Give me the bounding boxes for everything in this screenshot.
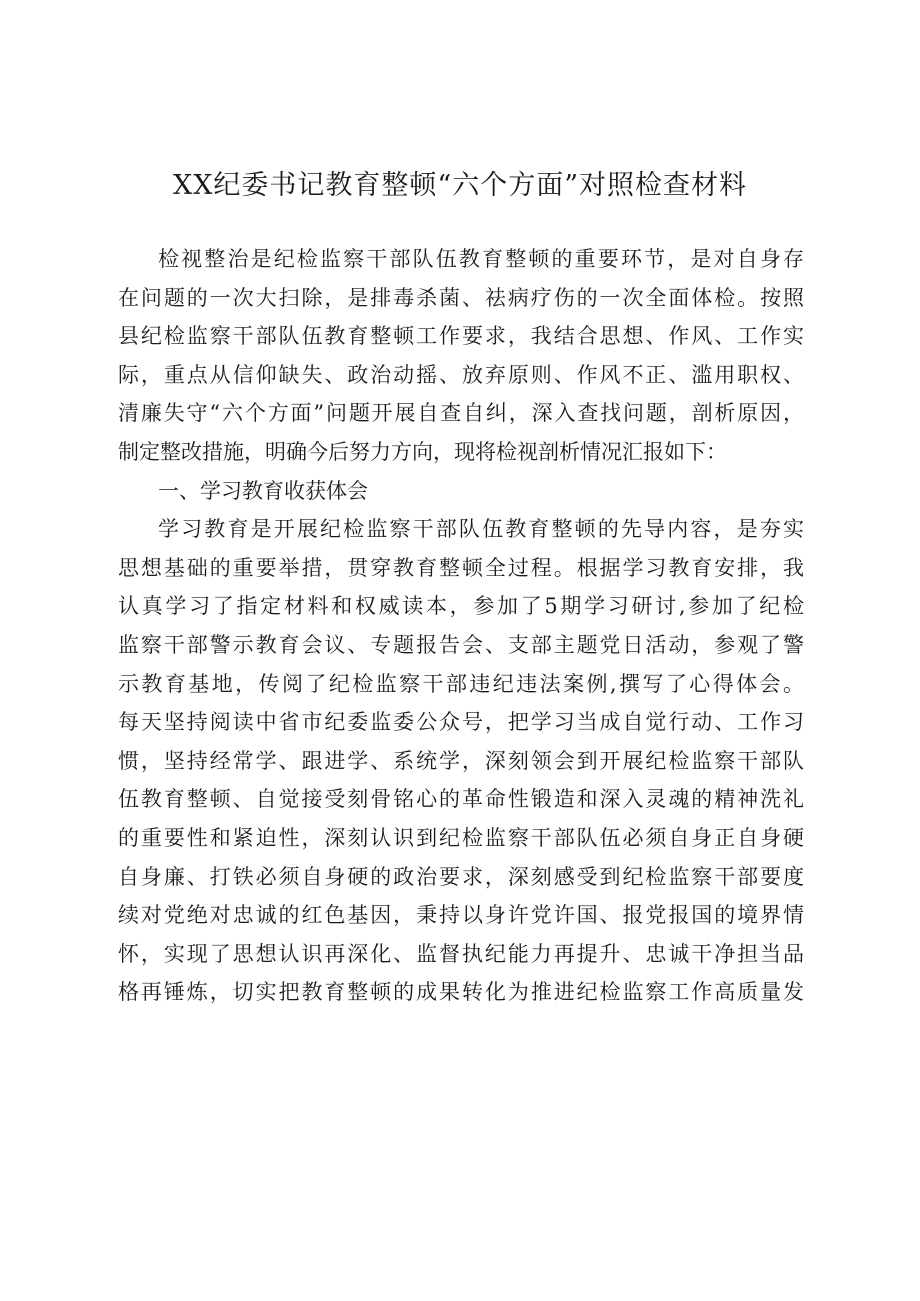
document-body [118,240,804,1012]
paragraph-line: 怀，实现了思想认识再深化、监督执纪能力再提升、忠诚干净担当品 [118,941,804,966]
section-heading: 一、学习教育收获体会 [158,478,368,503]
paragraph-line: 伍教育整顿、自觉接受刻骨铭心的革命性锻造和深入灵魂的精神洗礼 [118,787,804,812]
paragraph-line: 格再锤炼，切实把教育整顿的成果转化为推进纪检监察工作高质量发 [118,980,804,1005]
paragraph-line: 在问题的一次大扫除，是排毒杀菌、祛病疗伤的一次全面体检。按照 [118,285,804,310]
paragraph-line: 每天坚持阅读中省市纪委监委公众号，把学习当成自觉行动、工作习 [118,710,804,735]
paragraph-line: 检视整治是纪检监察干部队伍教育整顿的重要环节，是对自身存 [158,247,804,271]
paragraph-line: 际，重点从信仰缺失、政治动摇、放弃原则、作风不正、滥用职权、 [118,362,804,387]
paragraph-line: 县纪检监察干部队伍教育整顿工作要求，我结合思想、作风、工作实 [118,324,804,349]
paragraph-line: 认真学习了指定材料和权威读本，参加了5期学习研讨,参加了纪检 [118,594,804,619]
paragraph-line: 续对党绝对忠诚的红色基因，秉持以身许党许国、报党报国的境界情 [118,903,804,928]
paragraph-line: 思想基础的重要举措，贯穿教育整顿全过程。根据学习教育安排，我 [118,555,804,580]
paragraph-line: 清廉失守“六个方面”问题开展自查自纠，深入查找问题，剖析原因， [118,401,804,426]
document-title: XX纪委书记教育整顿“六个方面”对照检查材料 [172,170,748,201]
paragraph-line: 制定整改措施，明确今后努力方向，现将检视剖析情况汇报如下： [118,439,727,464]
paragraph-line: 监察干部警示教育会议、专题报告会、支部主题党日活动，参观了警 [118,632,804,657]
paragraph-line: 的重要性和紧迫性，深刻认识到纪检监察干部队伍必须自身正自身硬 [118,825,804,850]
paragraph-line: 示教育基地，传阅了纪检监察干部违纪违法案例,撰写了心得体会。 [118,671,804,696]
paragraph-line: 惯，坚持经常学、跟进学、系统学，深刻领会到开展纪检监察干部队 [118,748,804,773]
paragraph-line: 学习教育是开展纪检监察干部队伍教育整顿的先导内容，是夯实 [158,517,804,542]
paragraph-line: 自身廉、打铁必须自身硬的政治要求，深刻感受到纪检监察干部要度 [118,864,804,889]
